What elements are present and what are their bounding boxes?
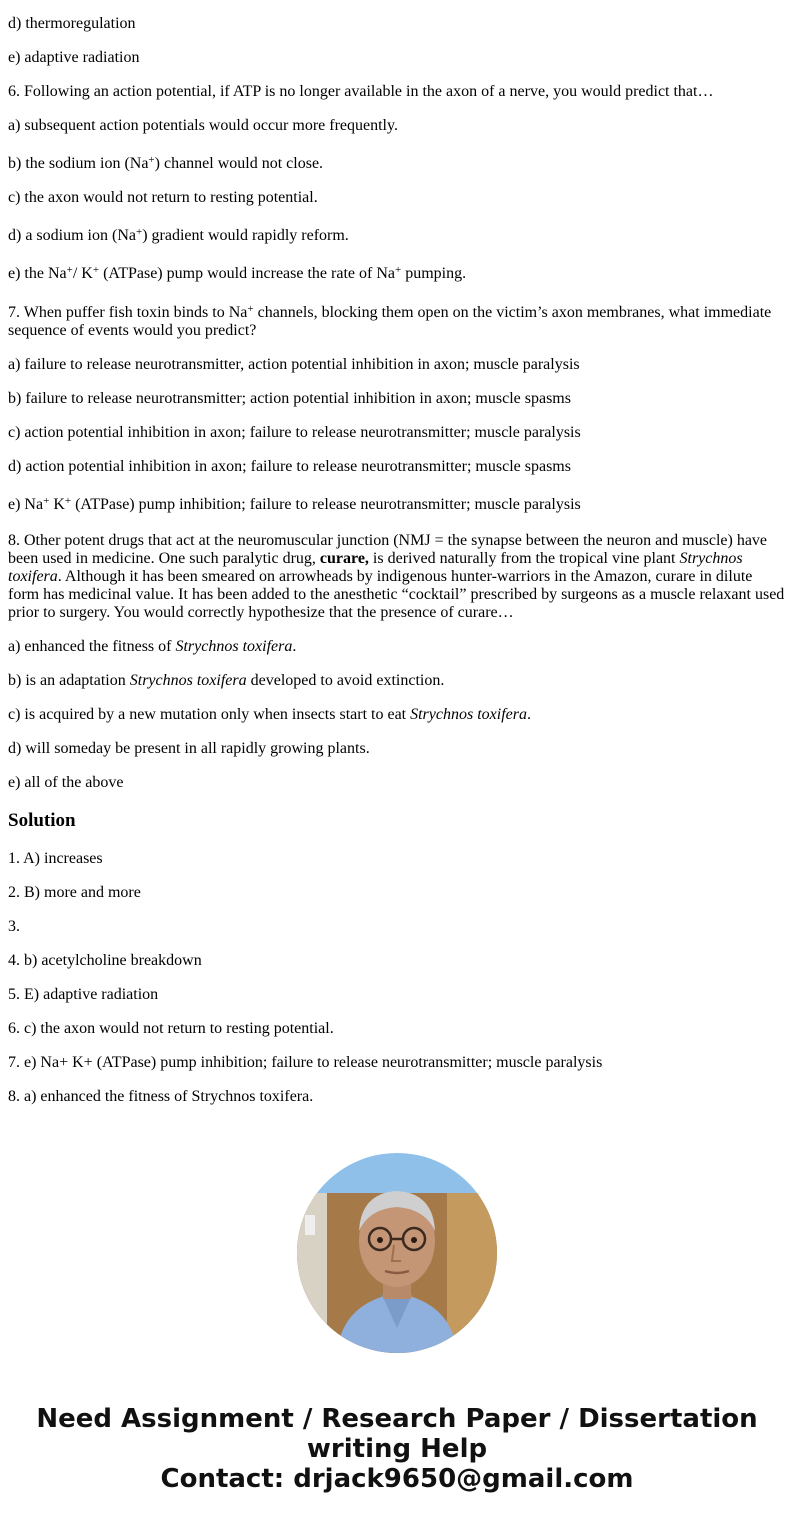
solution-answer: 5. E) adaptive radiation	[8, 986, 159, 1003]
solution-answer: 6. c) the axon would not return to resting potential.	[8, 1020, 334, 1037]
q8-option-d: d) will someday be present in all rapidly growing plants.	[8, 740, 370, 757]
question-8	[8, 532, 786, 808]
q8-question: 8. Other potent drugs that act at the neuromuscular junction (NMJ = the synapse between the neuron and muscle) have been used in medicine. One such paralytic drug, curare, is derived naturally from the tropical vine plant Strychnos toxifera. Although it has been smeared on arrowheads by indigenous hunter-warriors in the Amazon, curare in dilute form has medicinal value. It has been added to the anesthetic “cocktail” prescribed by surgeons as a muscle relaxant used prior to surgery. You would correctly hypothesize that the presence of curare…	[8, 532, 785, 621]
q8-option-b: b) is an adaptation Strychnos toxifera developed to avoid extinction.	[8, 672, 445, 689]
q6-option-d: d) a sodium ion (Na+) gradient would rapidly reform.	[8, 226, 349, 244]
cta-line-2: writing Help	[306, 1434, 488, 1464]
cta-line-1: Need Assignment / Research Paper / Dissertation	[36, 1404, 758, 1434]
q7-option-e: e) Na+ K+ (ATPase) pump inhibition; failure to release neurotransmitter; muscle paralysis	[8, 495, 581, 513]
q7-option-b: b) failure to release neurotransmitter; action potential inhibition in axon; muscle spasms	[8, 390, 571, 407]
contact-banner	[0, 1404, 794, 1494]
q8-option-e: e) all of the above	[8, 774, 124, 791]
q8-option-a: a) enhanced the fitness of Strychnos toxifera.	[8, 638, 297, 655]
solution-list	[8, 850, 786, 1122]
q5-options	[8, 15, 786, 83]
q6-option-a: a) subsequent action potentials would occur more frequently.	[8, 117, 398, 134]
q5-option-e: e) adaptive radiation	[8, 49, 140, 66]
solution-answer: 4. b) acetylcholine breakdown	[8, 952, 202, 969]
avatar	[297, 1153, 497, 1353]
solution-answer: 1. A) increases	[8, 850, 103, 867]
solution-answer: 7. e) Na+ K+ (ATPase) pump inhibition; failure to release neurotransmitter; muscle paralysis	[8, 1054, 603, 1071]
q7-option-d: d) action potential inhibition in axon; failure to release neurotransmitter; muscle spasms	[8, 458, 571, 475]
solution-heading: Solution	[8, 810, 76, 831]
q5-option-d: d) thermoregulation	[8, 15, 136, 32]
q6-question: 6. Following an action potential, if ATP is no longer available in the axon of a nerve, you would predict that…	[8, 83, 714, 100]
q6-option-b: b) the sodium ion (Na+) channel would not close.	[8, 154, 324, 172]
question-6	[8, 83, 786, 299]
solution-answer: 3.	[8, 918, 20, 935]
person-portrait-icon	[297, 1153, 497, 1353]
q6-option-c: c) the axon would not return to resting potential.	[8, 189, 318, 206]
q7-question: 7. When puffer fish toxin binds to Na+ channels, blocking them open on the victim’s axon membranes, what immediate sequence of events would you predict?	[8, 303, 772, 339]
cta-contact: Contact: drjack9650@gmail.com	[160, 1464, 634, 1494]
question-7	[8, 304, 786, 530]
q8-option-c: c) is acquired by a new mutation only when insects start to eat Strychnos toxifera.	[8, 706, 531, 723]
solution-answer: 2. B) more and more	[8, 884, 141, 901]
solution-answer: 8. a) enhanced the fitness of Strychnos toxifera.	[8, 1088, 314, 1105]
q7-option-c: c) action potential inhibition in axon; failure to release neurotransmitter; muscle paralysis	[8, 424, 581, 441]
q7-option-a: a) failure to release neurotransmitter, action potential inhibition in axon; muscle paralysis	[8, 356, 580, 373]
q6-option-e: e) the Na+/ K+ (ATPase) pump would increase the rate of Na+ pumping.	[8, 264, 467, 282]
